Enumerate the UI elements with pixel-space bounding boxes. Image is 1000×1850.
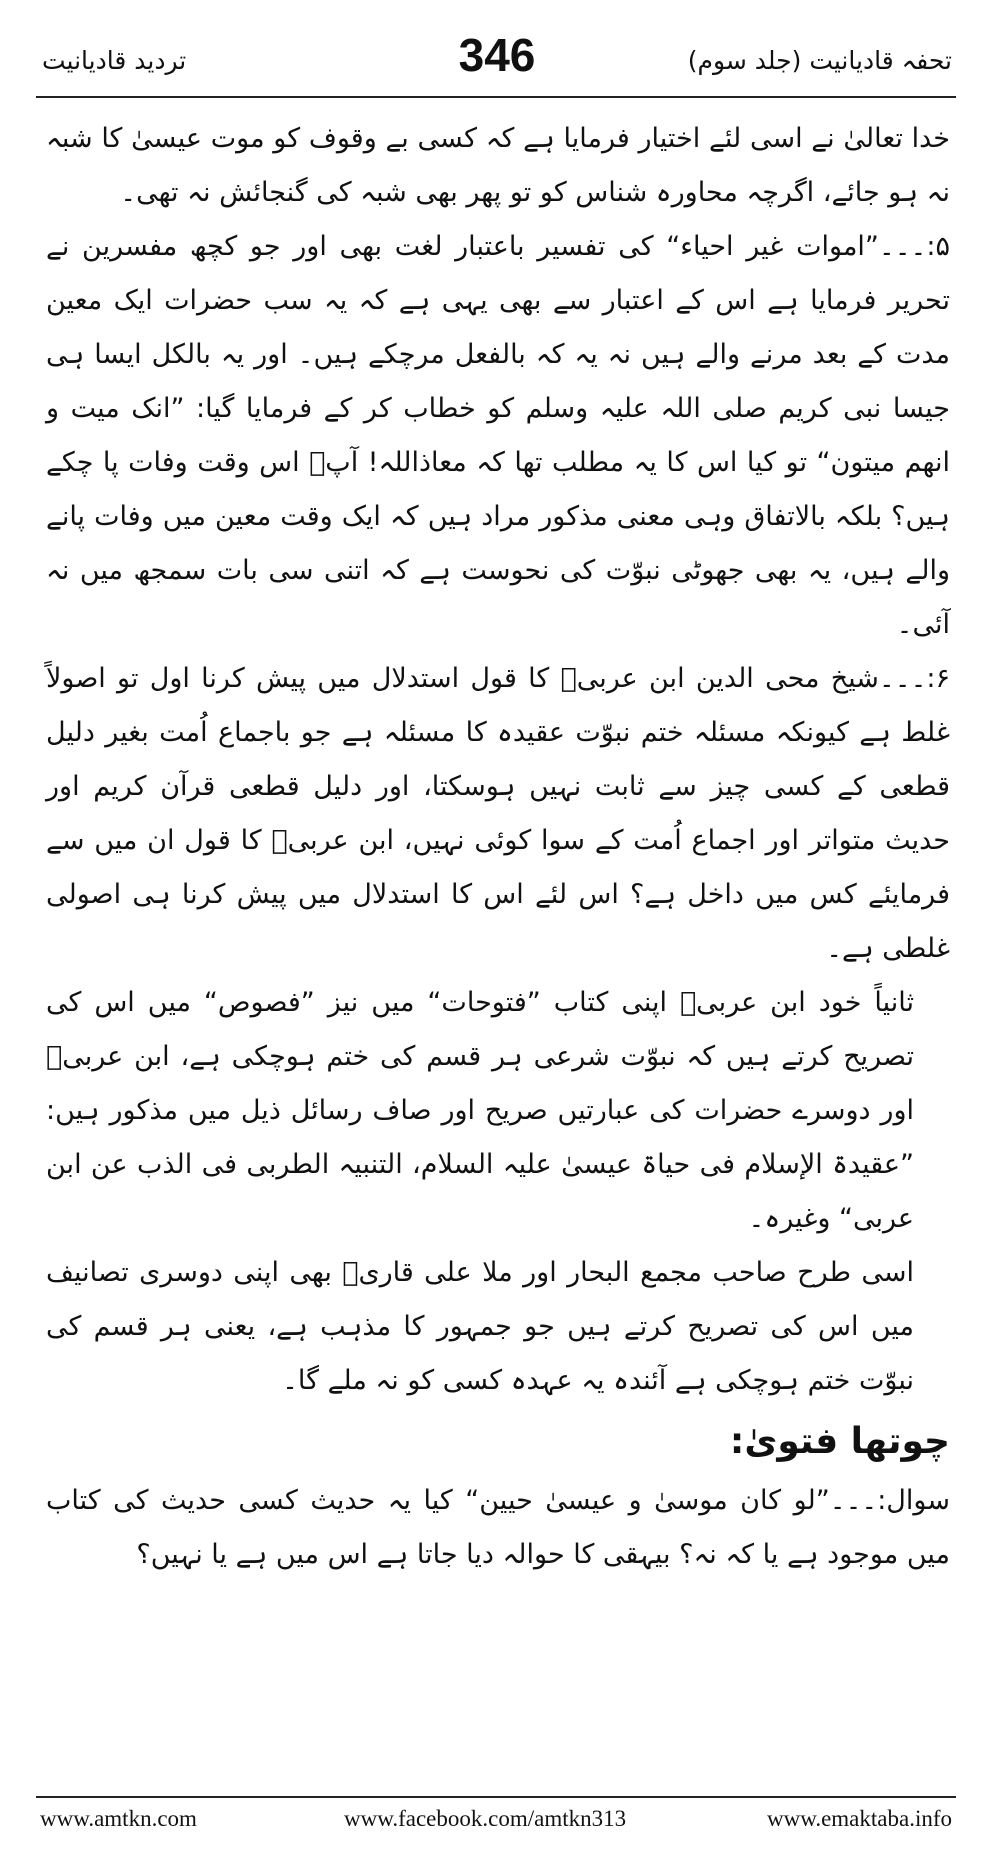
paragraph-1: خدا تعالیٰ نے اسی لئے اختیار فرمایا ہے کہ کسی بے وقوف کو موت عیسیٰ کا شبہ نہ ہو جائے، اگرچہ محاورہ شناس کو تو پھر بھی شبہ کی گنجائش نہ تھی۔ [46, 123, 950, 208]
footer-link-amtkn[interactable]: www.amtkn.com [40, 1806, 197, 1831]
footer-link-facebook[interactable]: www.facebook.com/amtkn313 [344, 1806, 627, 1831]
paragraph-5: اسی طرح صاحب مجمع البحار اور ملا علی قاریؒ بھی اپنی دوسری تصانیف میں اس کی تصریح کرتے ہیں جو جمہور کا مذہب ہے، یعنی ہر قسم کی نبوّت ختم ہوچکی ہے آئندہ یہ عہدہ کسی کو نہ ملے گا۔ [46, 1257, 914, 1396]
paragraph-3: ۶:۔۔۔شیخ محی الدین ابن عربیؒ کا قول استدلال میں پیش کرنا اول تو اصولاً غلط ہے کیونکہ مسئلہ ختم نبوّت عقیدہ کا مسئلہ ہے جو باجماع اُمت بغیر دلیل قطعی کے کسی چیز سے ثابت نہیں ہوسکتا، اور دلیل قطعی قرآن کریم اور حدیث متواتر اور اجماع اُمت کے سوا کوئی نہیں، ابن عربیؒ کا قول ان میں سے فرمایئے کس میں داخل ہے؟ اس لئے اس کا استدلال میں پیش کرنا ہی اصولی غلطی ہے۔ [46, 663, 950, 964]
paragraph-2: ۵:۔۔۔”اموات غیر احیاء“ کی تفسیر باعتبار لغت بھی اور جو کچھ مفسرین نے تحریر فرمایا ہے اس کے اعتبار سے بھی یہی ہے کہ یہ سب حضرات ایک معین مدت کے بعد مرنے والے ہیں نہ یہ کہ بالفعل مرچکے ہیں۔ اور یہ بالکل ایسا ہی جیسا نبی کریم صلی اللہ علیہ وسلم کو خطاب کر کے فرمایا گیا: ”انک میت و انھم میتون“ تو کیا اس کا یہ مطلب تھا کہ معاذاللہ! آپؐ اس وقت وفات پا چکے ہیں؟ بلکہ بالاتفاق وہی معنی مذکور مراد ہیں کہ ایک وقت معین میں وفات پانے والے ہیں، یہ بھی جھوٹی نبوّت کی نحوست ہے کہ اتنی سی بات سمجھ میں نہ آئی۔ [46, 231, 950, 640]
header-rule [36, 96, 956, 98]
footer-rule [36, 1796, 956, 1798]
footer-link-emaktaba[interactable]: www.emaktaba.info [767, 1806, 952, 1831]
page-body [46, 112, 950, 1582]
section-heading: چوتھا فتویٰ: [729, 1421, 950, 1462]
header-section-title: تردید قادیانیت [42, 46, 187, 75]
page-header [42, 28, 952, 88]
page-number: 346 [458, 29, 536, 81]
header-book-title: تحفہ قادیانیت (جلد سوم) [687, 46, 952, 75]
page-footer [40, 1806, 952, 1840]
paragraph-4: ثانیاً خود ابن عربیؒ اپنی کتاب ”فتوحات“ میں نیز ”فصوص“ میں اس کی تصریح کرتے ہیں کہ نبوّت شرعی ہر قسم کی ختم ہوچکی ہے، ابن عربیؒ اور دوسرے حضرات کی عبارتیں صریح اور صاف رسائل ذیل میں مذکور ہیں: ”عقیدۃ الإسلام فی حیاۃ عیسیٰ علیہ السلام، التنبیہ الطربی فی الذب عن ابن عربی“ وغیرہ۔ [46, 987, 914, 1234]
question-paragraph: سوال:۔۔۔”لو کان موسیٰ و عیسیٰ حیین“ کیا یہ حدیث کسی حدیث کی کتاب میں موجود ہے یا کہ نہ؟ بیہقی کا حوالہ دیا جاتا ہے اس میں ہے یا نہیں؟ [46, 1485, 950, 1570]
